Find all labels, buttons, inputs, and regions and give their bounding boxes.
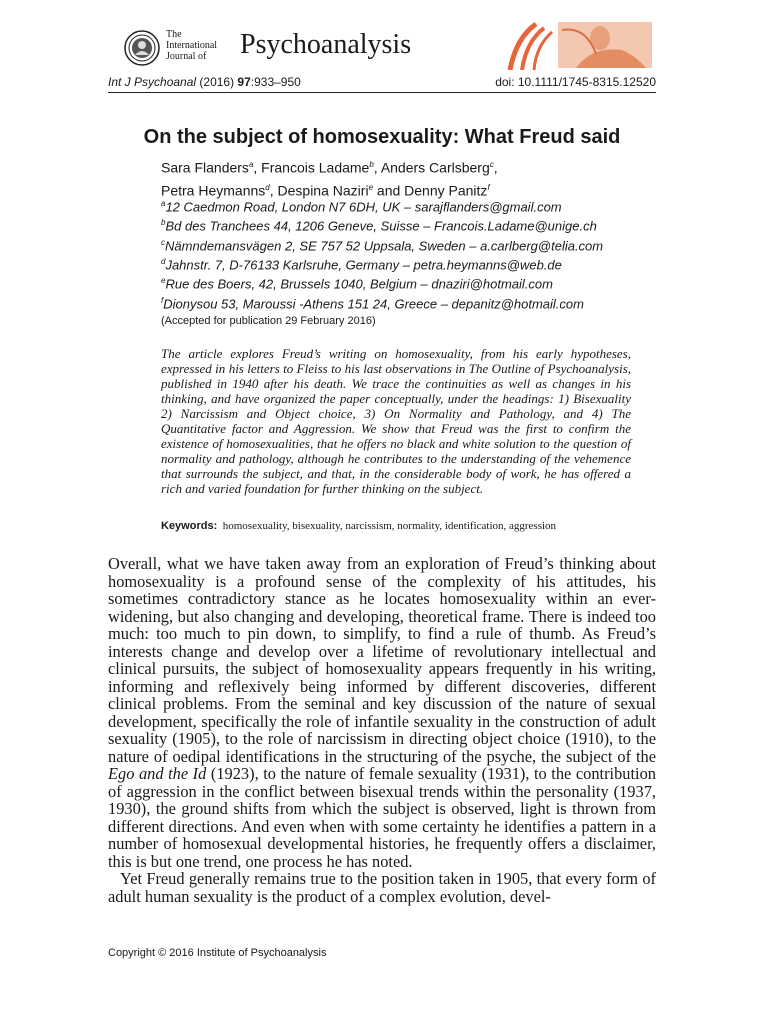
affiliation-item: $^b$Bd des Tranchees 44, 1206 Geneve, Suisse – Francois.Ladame@unige.ch: [161, 218, 597, 234]
body-paragraph: Overall, what we have taken away from an exploration of Freud’s thinking about homosexuality is a profound sense of the complexity of his attitudes, his sometimes contradictory stance as he locates homosexuality within an ever-widening, but also changing and developing, theoretical frame. There is indeed too much: too much to pin down, to simplify, to find a rule of thumb. As Freud’s interests change and develop over a lifetime of revolutionary intellectual and clinical pursuits, the subject of homosexuality appears frequently in his writing, informing and reflexively being informed by different discoveries, different clinical problems. From the seminal and key discussion of the nature of sexual development, specifically the role of infantile sexuality in the construction of adult sexuality (1905), to the role of narcissism in directing object choice (1910), to the nature of oedipal identifications in the structuring of the psyche, the subject of the Ego and the Id (1923), to the nature of female sexuality (1931), to the contribution of aggression in the conflict between bisexual trends within the personality (1937, 1930), the ground shifts from which the subject is observed, light is thrown from different directions. And even when with some certainty he identifies a pattern in a number of homosexual developmental histories, he frequently offers a disclaimer, this is but one trend, one process he has noted.: [108, 554, 657, 871]
article-citation: Int J Psychoanal (2016) 97:933–950: [108, 75, 301, 89]
body-paragraph: Yet Freud generally remains true to the position taken in 1905, that every form of adult human sexuality is the product of a complex evolution, devel-: [108, 869, 656, 906]
accepted-date: (Accepted for publication 29 February 2016): [161, 315, 376, 327]
journal-name: Psychoanalysis: [240, 29, 412, 60]
copyright-notice: Copyright © 2016 Institute of Psychoanalysis: [108, 947, 327, 959]
keywords-label: Keywords:: [161, 520, 218, 532]
author-name: Sara Flanders: [161, 159, 249, 176]
keywords: [161, 520, 556, 532]
article-doi: doi: 10.1111/1745-8315.12520: [495, 75, 656, 89]
author-name: Petra Heymanns: [161, 182, 266, 199]
affiliation-item: $^d$Jahnstr. 7, D-76133 Karlsruhe, Germany – petra.heymanns@web.de: [161, 256, 562, 273]
journal-small-title: The International Journal of: [166, 29, 218, 62]
article-body: [108, 555, 656, 905]
header-divider: [108, 92, 656, 93]
author-list: Sara Flanders$^a$, Francois Ladame$^b$, Anders Carlsberg$^c$, Petra Heymanns$^d$, Despina Naziri$^e$ and Denny Panitz$^f$: [161, 159, 498, 199]
author-name: Denny Panitz: [404, 182, 488, 199]
affiliation-item: $^f$Dionysou 53, Maroussi -Athens 151 24, Greece – depanitz@hotmail.com: [161, 295, 584, 311]
affiliation-list: [161, 196, 603, 312]
keywords-list: homosexuality, bisexuality, narcissism, normality, identification, aggression: [222, 520, 557, 532]
affiliation-item: $^c$Nämndemansvägen 2, SE 757 52 Uppsala, Sweden – a.carlberg@telia.com: [161, 237, 604, 253]
affiliation-item: $^e$Rue des Boers, 42, Brussels 1040, Belgium – dnaziri@hotmail.com: [161, 276, 553, 292]
author-name: Francois Ladame: [261, 159, 370, 176]
article-title: On the subject of homosexuality: What Freud said: [143, 126, 621, 148]
affiliation-item: $^a$12 Caedmon Road, London N7 6DH, UK – sarajflanders@gmail.com: [161, 199, 562, 215]
journal-seal-logo: [124, 30, 160, 66]
author-name: Anders Carlsberg: [380, 159, 490, 176]
abstract: The article explores Freud’s writing on homosexuality, from his early hypotheses, expressed in his letters to Fleiss to his last observations in The Outline of Psychoanalysis, published in 1940 after his death. We trace the continuities as well as changes in his thinking, and have organized the paper conceptually, under the headings: 1) Bisexuality 2) Narcissism and Object choice, 3) On Normality and Pathology, and 4) The Quantitative factor and Aggression. We show that Freud was the first to confirm the existence of homosexualities, that he offers no black and white solution to the question of normality and pathology, although he contributes to the understanding of the vehemence that surrounds the subject, and that, in the considerable body of work, he has offered a rich and varied foundation for further thinking on the subject.: [161, 346, 631, 496]
journal-cover-art-icon: [496, 20, 656, 70]
author-name: Despina Naziri: [277, 182, 369, 199]
